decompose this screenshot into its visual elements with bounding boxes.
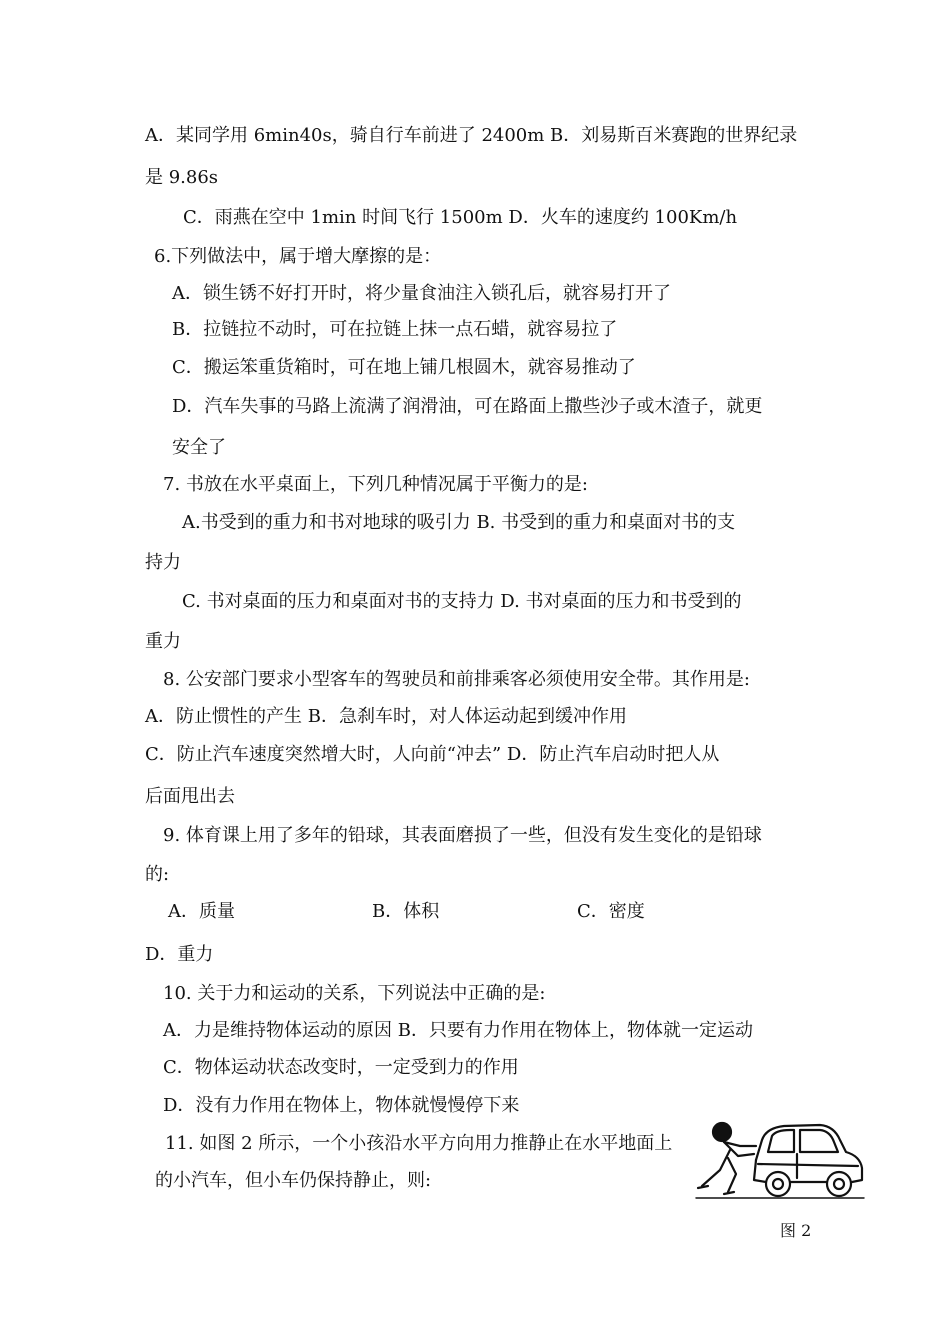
line-q9-b: B．体积: [372, 901, 440, 922]
line-q5-ab: A．某同学用 6min40s，骑自行车前进了 2400m B．刘易斯百米赛跑的世界纪录: [145, 125, 798, 146]
line-q8: 8. 公安部门要求小型客车的驾驶员和前排乘客必须使用安全带。其作用是:: [163, 669, 750, 690]
line-q6-d: D．汽车失事的马路上流满了润滑油，可在路面上撒些沙子或木渣子，就更: [172, 396, 763, 417]
line-q5-b-cont: 是 9.86s: [145, 167, 219, 188]
line-q9-c: C．密度: [577, 901, 645, 922]
line-q8-ab: A．防止惯性的产生 B．急刹车时，对人体运动起到缓冲作用: [145, 706, 627, 727]
line-q6-a: A．锁生锈不好打开时，将少量食油注入锁孔后，就容易打开了: [172, 283, 671, 304]
line-q9: 9. 体育课上用了多年的铅球，其表面磨损了一些，但没有发生变化的是铅球: [163, 825, 762, 846]
line-q7: 7. 书放在水平桌面上，下列几种情况属于平衡力的是:: [163, 474, 588, 495]
line-q9-cont: 的:: [145, 864, 170, 885]
line-q10-c: C．物体运动状态改变时，一定受到力的作用: [163, 1057, 519, 1078]
line-q10-ab: A．力是维持物体运动的原因 B．只要有力作用在物体上，物体就一定运动: [163, 1020, 753, 1041]
line-q8-cd: C．防止汽车速度突然增大时，人向前“冲去” D．防止汽车启动时把人从: [145, 744, 720, 765]
line-q6: 6.下列做法中，属于增大摩擦的是：: [154, 246, 442, 267]
line-q11: 11. 如图 2 所示，一个小孩沿水平方向用力推静止在水平地面上: [165, 1133, 673, 1154]
line-q8-d-cont: 后面甩出去: [145, 786, 235, 807]
line-q9-d: D．重力: [145, 944, 214, 965]
line-q7-b-cont: 持力: [145, 552, 181, 573]
line-q11-cont: 的小汽车，但小车仍保持静止，则:: [155, 1170, 432, 1191]
line-q9-a: A．质量: [168, 901, 235, 922]
figure-caption: 图 2: [780, 1221, 812, 1240]
line-q6-d-cont: 安全了: [172, 437, 226, 458]
line-q7-ab: A.书受到的重力和书对地球的吸引力 B. 书受到的重力和桌面对书的支: [182, 512, 736, 533]
child-pushing-car-illustration: [694, 1112, 866, 1202]
line-q6-c: C．搬运笨重货箱时，可在地上铺几根圆木，就容易推动了: [172, 357, 636, 378]
line-q7-d-cont: 重力: [145, 631, 181, 652]
line-q10-d: D．没有力作用在物体上，物体就慢慢停下来: [163, 1095, 520, 1116]
line-q10: 10. 关于力和运动的关系，下列说法中正确的是:: [163, 983, 546, 1004]
line-q7-cd: C. 书对桌面的压力和桌面对书的支持力 D. 书对桌面的压力和书受到的: [182, 591, 742, 612]
line-q5-cd: C．雨燕在空中 1min 时间飞行 1500m D．火车的速度约 100Km/h: [183, 207, 738, 228]
line-q6-b: B．拉链拉不动时，可在拉链上抹一点石蜡，就容易拉了: [172, 319, 618, 340]
